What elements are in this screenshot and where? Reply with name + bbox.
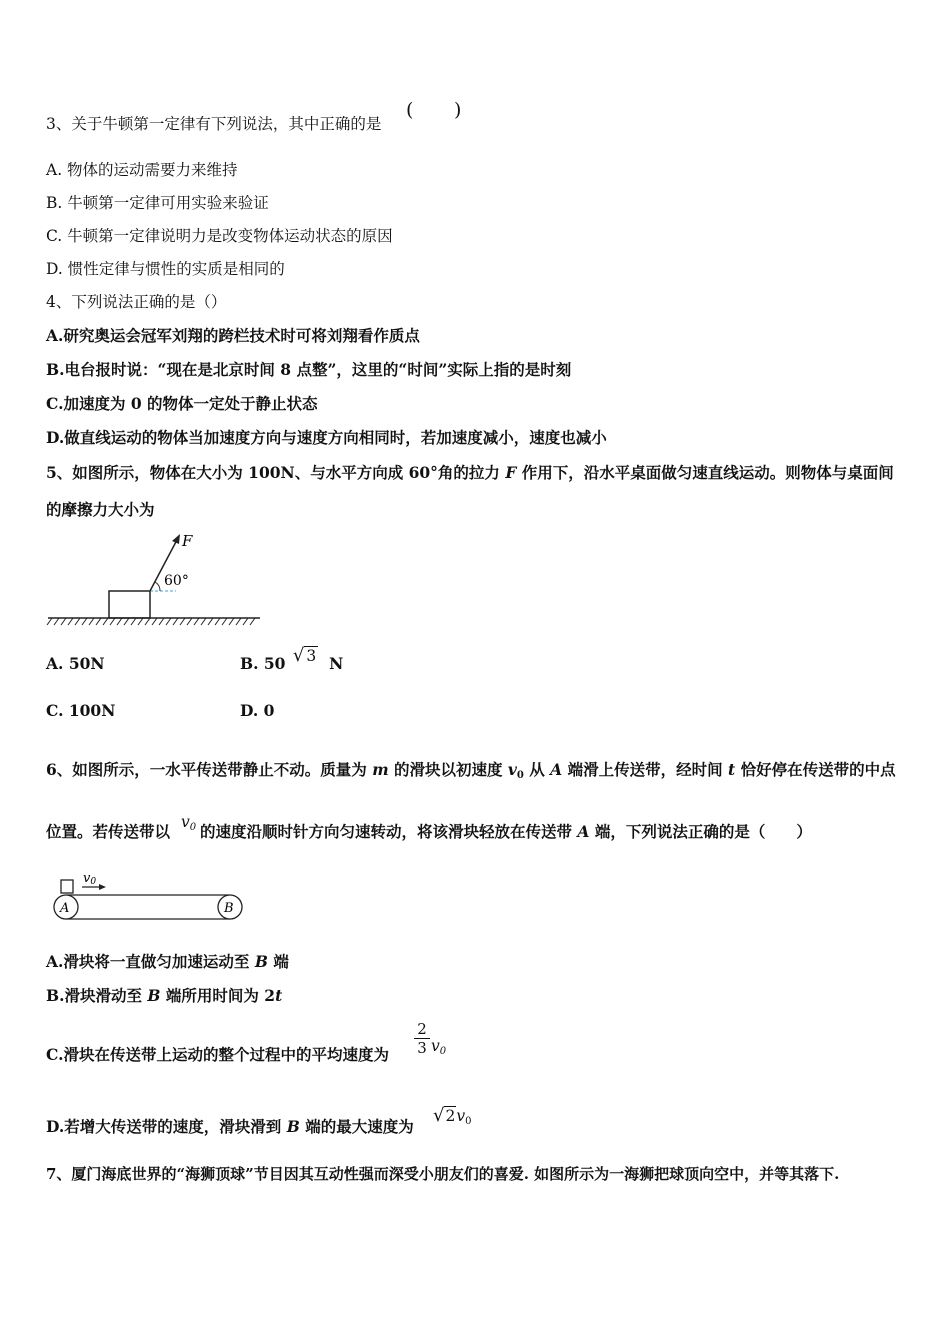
q6-option-c-v0 (431, 1036, 446, 1062)
force-label: F (182, 532, 193, 550)
hatch-mark (138, 618, 143, 625)
hatch-mark (194, 618, 199, 625)
q3-option-d: D. 惯性定律与惯性的实质是相同的 (46, 260, 285, 278)
force-arrow-head (172, 534, 180, 544)
q3-option-b: B. 牛顿第一定律可用实验来验证 (46, 194, 269, 212)
q3-bracket-close: ) (454, 99, 462, 121)
q5-stem-line2: 的摩擦力大小为 (46, 500, 155, 519)
q6-option-d (46, 1117, 414, 1137)
hatch-mark (82, 618, 87, 625)
q6-option-c-var-v: v (431, 1037, 440, 1055)
hatch-mark (131, 618, 136, 625)
q5-option-b-unit: N (329, 654, 344, 673)
hatch-mark (75, 618, 80, 625)
q4-option-a: A.研究奥运会冠军刘翔的跨栏技术时可将刘翔看作质点 (46, 326, 420, 345)
q4-stem: 4、下列说法正确的是（） (46, 293, 227, 311)
q5-force-diagram (46, 530, 276, 630)
q5-stem-part1: 5、如图所示，物体在大小为 100N、与水平方向成 60°角的拉力 (46, 463, 506, 482)
block (109, 591, 150, 618)
q6-var-m: m (372, 760, 389, 779)
ground-hatching (47, 618, 255, 625)
q5-stem-part2: 作用下，沿水平桌面做匀速直线运动。则物体与桌面间 (516, 463, 894, 482)
hatch-mark (145, 618, 150, 625)
q3-stem-text: 3、关于牛顿第一定律有下列说法，其中正确的是 (46, 115, 382, 133)
hatch-mark (250, 618, 255, 625)
q6-l1-text-d: 端滑上传送带，经时间 (562, 760, 728, 779)
hatch-mark (208, 618, 213, 625)
hatch-mark (68, 618, 73, 625)
q6-option-b-mid: 端所用时间为 2 (160, 986, 276, 1005)
q6-l1-text-a: 6、如图所示，一水平传送带静止不动。质量为 (46, 760, 373, 779)
hatch-mark (159, 618, 164, 625)
q6-l2-var-v: v (181, 813, 190, 831)
radicand: 3 (306, 647, 317, 665)
hatch-mark (222, 618, 227, 625)
q6-option-d-var-v: v (456, 1107, 466, 1125)
q6-stem-line2 (46, 822, 170, 842)
q6-option-b-var-B: B (147, 986, 161, 1005)
q3-option-c: C. 牛顿第一定律说明力是改变物体运动状态的原因 (46, 227, 393, 245)
q4-option-d: D.做直线运动的物体当加速度方向与速度方向相同时，若加速度减小，速度也减小 (46, 428, 607, 447)
q6-option-a-text: A.滑块将一直做匀加速运动至 (46, 952, 255, 971)
q6-option-d-text: D.若增大传送带的速度，滑块滑到 (46, 1117, 287, 1136)
hatch-mark (236, 618, 241, 625)
q6-l1-text-c: 从 (523, 760, 551, 779)
q6-l2-text-a: 位置。若传送带以 (46, 822, 171, 841)
pulley-a-label: A (60, 901, 70, 916)
q6-l2-text-c: 端，下列说法正确的是（ ） (589, 822, 812, 841)
fraction-denominator: 3 (417, 1039, 427, 1057)
q6-l2-v0 (181, 812, 196, 838)
hatch-mark (117, 618, 122, 625)
velocity-arrow-head (99, 884, 106, 890)
q5-stem-var: F (505, 463, 517, 482)
q6-stem-line2-rest (200, 822, 812, 842)
q6-l2-var-A: A (577, 822, 590, 841)
q6-option-d-tail: 端的最大速度为 (299, 1117, 414, 1136)
hatch-mark (243, 618, 248, 625)
q6-option-b-var-t: t (275, 986, 283, 1005)
q5-option-a: A. 50N (46, 654, 105, 673)
hatch-mark (229, 618, 234, 625)
q5-option-b-radical (293, 647, 323, 665)
sqrt-symbol: √ (292, 645, 305, 666)
q6-option-d-var-sub: 0 (465, 1116, 472, 1127)
q6-stem-line1 (46, 760, 896, 786)
q6-l1-text-e: 恰好停在传送带的中点 (735, 760, 896, 779)
slider-block (61, 880, 73, 893)
velocity-label (83, 871, 96, 887)
hatch-mark (201, 618, 206, 625)
velocity-label-v: v (83, 871, 91, 886)
hatch-mark (173, 618, 178, 625)
hatch-mark (180, 618, 185, 625)
q3-bracket-open: ( (406, 99, 414, 121)
pulley-b-label: B (224, 901, 234, 916)
q5-option-b-value: B. 50 (240, 654, 286, 673)
q5-option-b (240, 645, 344, 674)
q6-option-a-var-B: B (254, 952, 268, 971)
q6-option-c: C.滑块在传送带上运动的整个过程中的平均速度为 (46, 1045, 389, 1064)
hatch-mark (89, 618, 94, 625)
hatch-mark (103, 618, 108, 625)
q6-option-c-fraction (414, 1020, 430, 1057)
q4-option-c: C.加速度为 0 的物体一定处于静止状态 (46, 394, 318, 413)
q6-l2-text-b: 的速度沿顺时针方向匀速转动，将该滑块轻放在传送带 (200, 822, 578, 841)
q6-option-a (46, 952, 289, 972)
q6-l2-var-v-sub: 0 (189, 822, 197, 833)
fraction-numerator: 2 (414, 1020, 430, 1039)
angle-arc (155, 582, 160, 591)
q3-stem (46, 114, 381, 134)
q6-var-t: t (728, 760, 736, 779)
hatch-mark (110, 618, 115, 625)
hatch-mark (166, 618, 171, 625)
q6-var-v-sub: 0 (516, 770, 524, 781)
q3-option-a: A. 物体的运动需要力来维持 (46, 161, 238, 179)
q6-l1-text-b: 的滑块以初速度 (388, 760, 508, 779)
hatch-mark (215, 618, 220, 625)
hatch-mark (61, 618, 66, 625)
q6-conveyor-diagram (46, 868, 256, 924)
q7-stem: 7、厦门海底世界的“海狮顶球”节目因其互动性强而深受小朋友们的喜爱. 如图所示为一海狮把球顶向空中，并等其落下. (46, 1165, 840, 1183)
q6-option-b-text: B.滑块滑动至 (46, 986, 148, 1005)
q6-option-d-radicand: 2 (445, 1107, 456, 1125)
hatch-mark (187, 618, 192, 625)
sqrt-symbol: √ (433, 1105, 445, 1126)
q6-var-A: A (550, 760, 563, 779)
q6-var-v: v (507, 760, 517, 779)
q5-option-c: C. 100N (46, 701, 116, 720)
q6-option-d-expression (433, 1106, 472, 1132)
hatch-mark (54, 618, 59, 625)
hatch-mark (47, 618, 52, 625)
hatch-mark (124, 618, 129, 625)
q4-option-b: B.电台报时说：“现在是北京时间 8 点整”，这里的“时间”实际上指的是时刻 (46, 360, 572, 379)
velocity-label-sub: 0 (90, 877, 97, 887)
q5-option-d: D. 0 (240, 701, 275, 720)
hatch-mark (96, 618, 101, 625)
q6-option-d-var-B: B (286, 1117, 300, 1136)
q6-option-c-var-sub: 0 (439, 1046, 447, 1057)
q5-stem-line1 (46, 463, 894, 483)
hatch-mark (152, 618, 157, 625)
angle-label: 60° (164, 573, 189, 589)
q6-option-b (46, 986, 282, 1006)
q6-option-a-tail: 端 (267, 952, 289, 971)
